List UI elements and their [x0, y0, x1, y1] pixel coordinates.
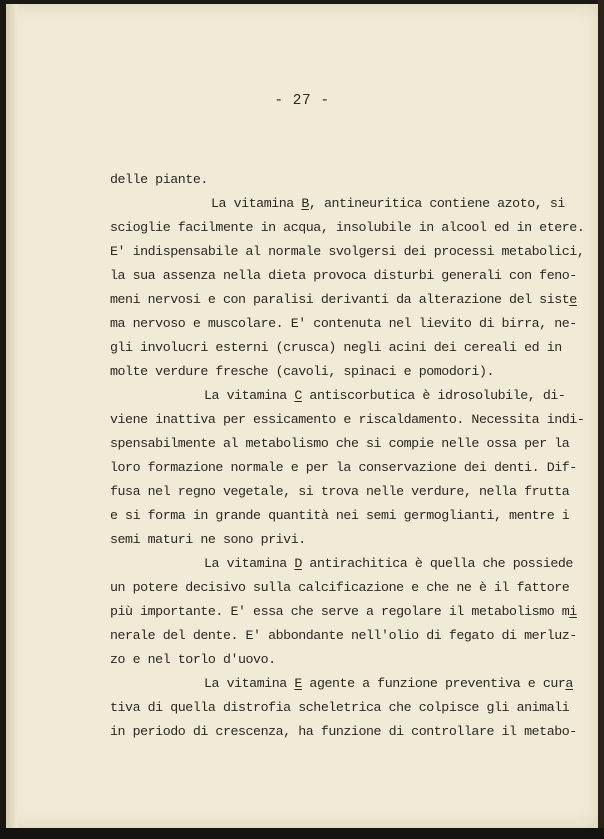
line-text: viene inattiva per essicamento e riscaldamento. Necessita indi-	[110, 412, 585, 427]
line-text: un potere decisivo sulla calcificazione e che ne è il fattore	[110, 580, 570, 595]
text-line	[110, 460, 577, 476]
underlined-text: i	[569, 604, 577, 619]
text-line	[204, 388, 565, 404]
text-line	[110, 172, 208, 188]
line-text: la sua assenza nella dieta provoca disturbi generali con feno-	[110, 268, 577, 283]
line-text: La vitamina	[204, 556, 295, 571]
line-text: La vitamina	[204, 676, 295, 691]
underlined-text: E	[294, 676, 302, 691]
text-line	[110, 244, 584, 260]
text-line	[110, 580, 569, 596]
text-line	[110, 724, 577, 740]
line-text: ma nervoso e muscolare. E' contenuta nel lievito di birra, ne-	[110, 316, 577, 331]
text-line	[110, 652, 276, 668]
text-line	[110, 340, 562, 356]
underlined-text: D	[294, 556, 302, 571]
line-text: spensabilmente al metabolismo che si compie nelle ossa per la	[110, 436, 570, 451]
line-text: agente a funzione preventiva e cur	[301, 676, 566, 691]
line-text: delle piante.	[110, 172, 208, 187]
text-line	[110, 316, 577, 332]
line-text: , antineuritica contiene azoto, si	[308, 196, 565, 211]
text-line	[110, 484, 569, 500]
scan-border-right	[598, 0, 604, 839]
underlined-text: a	[565, 676, 573, 691]
line-text: scioglie facilmente in acqua, insolubile in alcool ed in etere.	[110, 220, 585, 235]
text-line	[110, 412, 584, 428]
line-text: in periodo di crescenza, ha funzione di controllare il metabo-	[110, 724, 577, 739]
text-line	[211, 196, 565, 212]
line-text: molte verdure fresche (cavoli, spinaci e pomodori).	[110, 364, 495, 379]
scan-border-bottom	[0, 828, 604, 839]
line-text: loro formazione normale e per la conservazione dei denti. Dif-	[110, 460, 577, 475]
text-line	[110, 532, 306, 548]
text-line	[204, 676, 573, 692]
line-text: nerale del dente. E' abbondante nell'olio di fegato di merluz-	[110, 628, 577, 643]
text-line	[110, 700, 569, 716]
line-text: zo e nel torlo d'uovo.	[110, 652, 276, 667]
text-line	[110, 604, 577, 620]
text-line	[110, 628, 577, 644]
page-number: - 27 -	[274, 93, 330, 109]
line-text: gli involucri esterni (crusca) negli acini dei cereali ed in	[110, 340, 562, 355]
text-line	[110, 220, 584, 236]
text-line	[204, 556, 573, 572]
line-text: antiscorbutica è idrosolubile, di-	[301, 388, 566, 403]
line-text: semi maturi ne sono privi.	[110, 532, 306, 547]
line-text: e si forma in grande quantità nei semi germoglianti, mentre i	[110, 508, 570, 523]
text-line	[110, 436, 569, 452]
text-line	[110, 292, 577, 308]
line-text: antirachitica è quella che possiede	[301, 556, 573, 571]
line-text: più importante. E' essa che serve a regolare il metabolismo m	[110, 604, 570, 619]
line-text: tiva di quella distrofia scheletrica che colpisce gli animali	[110, 700, 570, 715]
line-text: La vitamina	[211, 196, 302, 211]
binding-edge	[6, 4, 18, 828]
text-line	[110, 364, 494, 380]
underlined-text: B	[301, 196, 309, 211]
underlined-text: e	[569, 292, 577, 307]
line-text: E' indispensabile al normale svolgersi dei processi metabolici,	[110, 244, 585, 259]
underlined-text: C	[294, 388, 302, 403]
line-text: fusa nel regno vegetale, si trova nelle verdure, nella frutta	[110, 484, 570, 499]
text-line	[110, 508, 569, 524]
line-text: La vitamina	[204, 388, 295, 403]
line-text: meni nervosi e con paralisi derivanti da alterazione del sist	[110, 292, 570, 307]
text-line	[110, 268, 577, 284]
